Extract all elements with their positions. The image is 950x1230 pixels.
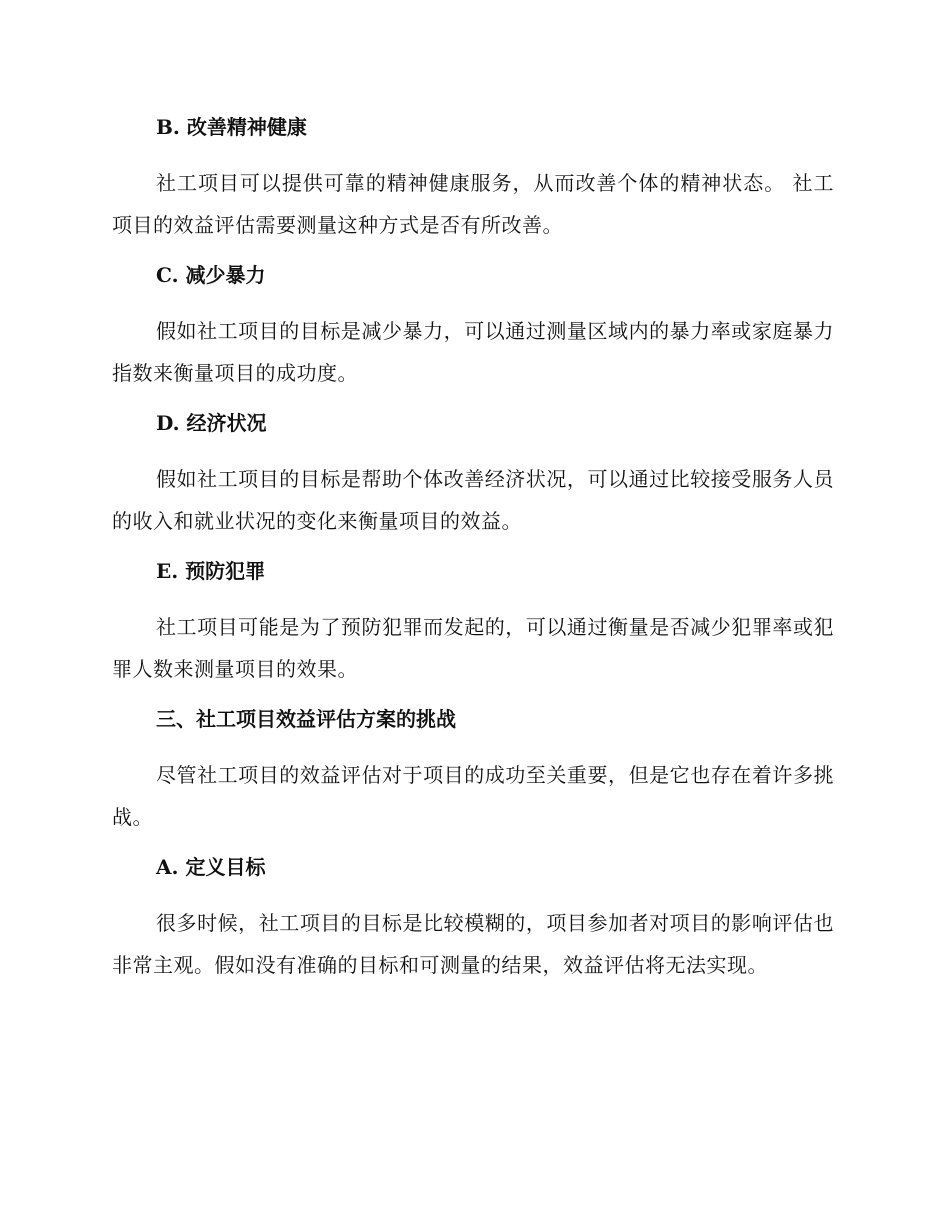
section-heading-crime-prevention: E. 预防犯罪	[156, 559, 266, 583]
section-paragraph-challenges: 尽管社工项目的效益评估对于项目的成功至关重要，但是它也存在着许多挑战。	[112, 763, 834, 829]
section-paragraph-crime-prevention: 社工项目可能是为了预防犯罪而发起的，可以通过衡量是否减少犯罪率或犯罪人数来测量项目的效果。	[112, 615, 834, 681]
section-heading-economic-status: D. 经济状况	[156, 411, 267, 435]
section-heading-define-goals: A. 定义目标	[156, 855, 266, 879]
section-paragraph-economic-status: 假如社工项目的目标是帮助个体改善经济状况，可以通过比较接受服务人员的收入和就业状况的变化来衡量项目的效益。	[112, 467, 834, 533]
section-heading-mental-health: B. 改善精神健康	[156, 115, 307, 139]
document-body	[112, 110, 834, 998]
section-paragraph-mental-health: 社工项目可以提供可靠的精神健康服务，从而改善个体的精神状态。 社工项目的效益评估需要测量这种方式是否有所改善。	[112, 171, 834, 237]
section-paragraph-define-goals: 很多时候，社工项目的目标是比较模糊的，项目参加者对项目的影响评估也非常主观。假如没有准确的目标和可测量的结果，效益评估将无法实现。	[112, 911, 834, 977]
section-heading-reduce-violence: C. 减少暴力	[156, 263, 266, 287]
section-paragraph-reduce-violence: 假如社工项目的目标是减少暴力，可以通过测量区域内的暴力率或家庭暴力指数来衡量项目的成功度。	[112, 319, 834, 385]
section-heading-challenges: 三、社工项目效益评估方案的挑战	[156, 707, 456, 731]
